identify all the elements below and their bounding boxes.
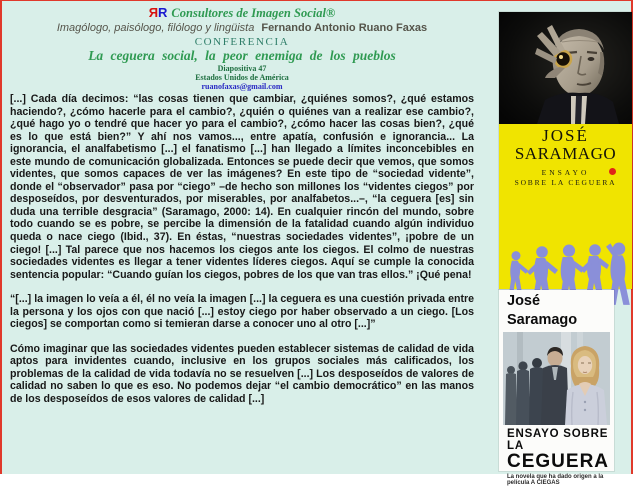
book-title-line1: ENSAYO	[541, 168, 590, 177]
book-cover-ensayo-sobre-la-ceguera	[499, 12, 632, 289]
book-author-line2: SARAMAGO	[514, 144, 617, 163]
slide-number: Diapositiva 47	[217, 63, 267, 73]
movie-cover-author-line1: José	[507, 293, 541, 309]
body-paragraph-2: “[...] la imagen lo veía a él, él no veía la imagen [...] la ceguera es una cuestión privada entre la persona y los ojos con que nació [...] estoy ciego por haber observado a un ciego. [Los ciegos] se comportan como si temieran darse a conocer uno al otro [...]”	[10, 293, 474, 331]
brand-ya-letter: Я	[148, 5, 159, 20]
body-text-column	[10, 93, 474, 418]
email-link[interactable]: ruanofaxas@gmail.com	[201, 82, 283, 92]
movie-cover-author-line2: Saramago	[507, 312, 578, 328]
byline-author-name: Fernando Antonio Ruano Faxas	[261, 21, 428, 34]
saramago-portrait-photo	[499, 12, 632, 124]
book-cover-yellow-panel	[499, 124, 632, 289]
location-label: Estados Unidos de América	[195, 72, 289, 82]
book-author-line1: JOSÉ	[542, 126, 589, 145]
conference-label: CONFERENCIA	[194, 35, 290, 48]
blind-people-silhouettes-graphic	[499, 195, 632, 287]
body-paragraph-3: Cómo imaginar que las sociedades videntes pueden establecer sistemas de calidad de vida aptos para invidentes cuando, inclusive en los grupos sociales más calificados, los problemas de la calidad de vida todavía no se resuelven [...] Los desposeídos de valores de calidad no saben lo que es eso. No podemos dejar “el cambio democrático” en las manos de los desposeídos de esos valores de calidad [...]	[10, 342, 474, 406]
byline	[2, 22, 482, 35]
byline-roles: Imagólogo, paisólogo, filólogo y lingüista	[56, 21, 255, 34]
slide-header	[2, 6, 482, 91]
brand-r-letter: R	[158, 5, 168, 20]
brand-name: Consultores de Imagen Social®	[171, 6, 336, 20]
publisher-dot-icon	[609, 168, 616, 175]
brand-line	[2, 6, 482, 21]
movie-cover-title-line2: CEGUERA	[507, 451, 610, 472]
talk-title: La ceguera social, la peor enemiga de los pueblos	[88, 48, 396, 64]
movie-cover-title-line1: ENSAYO SOBRE LA	[507, 428, 609, 452]
book-title-line2: SOBRE LA CEGUERA	[514, 178, 617, 187]
movie-still-photo	[503, 332, 610, 425]
body-paragraph-1: [...] Cada día decimos: “las cosas tienen que cambiar, ¿quiénes somos?, ¿qué estamos haciendo?, ¿cómo hacerle para el cambio?, ¿quién o quiénes van a realizar ese cambio?, ¿qué hago yo o tendré que hacer yo para el cambio?, ¿cómo hacer las cosas bien?, ¿qué es lo que está bien?” Y ahí nos vamos..., entre apatía, confusión e ignorancia... La ignorancia, el analfabetismo [...] el fanatismo [...] han llegado a límites inconcebibles en este mundo de comunicación globalizada. Entonces se puede decir que vemos, que somos videntes, que somos capaces de ver las imágenes? En este tipo de “sociedad vidente”, donde el “observador” pasa por “ciego” –de hecho son millones los “videntes ciegos” por desposeídos, por desventurados, por miserables, por analfabetos...–, “la ceguera [es] sin duda una terrible desgracia” (Saramago, 2000: 14). En cualquier rincón del mundo, sobre todo cuando se es pobre, se percibe la dimensión de la fatalidad cuando algún individuo queda o nace ciego (Ibid., 37). En éstas, “nuestras sociedades videntes”, ¡pobre de un ciego! [...] Tal parece que nos hacemos los ciegos ante los ciegos. El colmo de nuestras sociedades videntes es llegar a tener videntes líderes ciegos. Aquí se cumple la conocida sentencia popular: “Cuando guían los ciegos, pobres de los que van tras ellos.” ¡Qué pena!	[10, 93, 474, 281]
movie-cover-tagline: La novela que ha dado origen a la película A CIEGAS	[507, 474, 604, 486]
movie-cover-ensayo-sobre-la-ceguera	[499, 290, 614, 486]
